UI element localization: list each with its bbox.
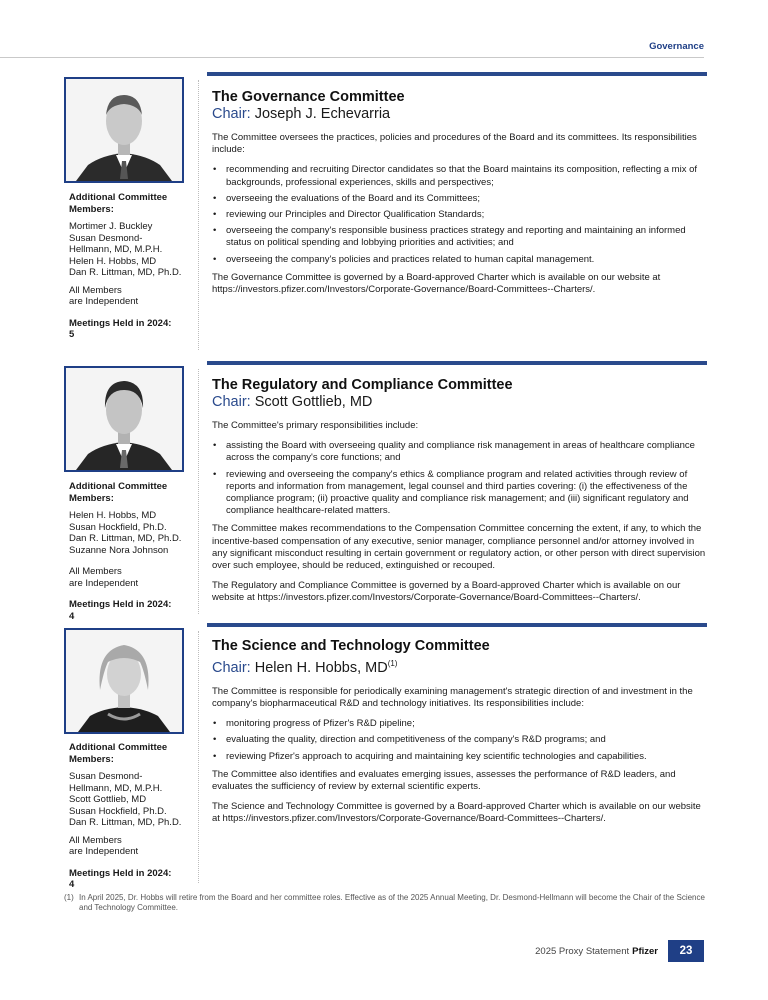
committee-chair [212, 655, 707, 677]
member-name: Mortimer J. Buckley [69, 221, 153, 232]
member-name: Susan Desmond- [69, 232, 143, 244]
section-rule [207, 361, 707, 365]
chair-name: Scott Gottlieb, MD [254, 394, 373, 410]
member-name: Dan R. Littman, MD, Ph.D. [69, 817, 182, 828]
section-rule [207, 623, 707, 627]
member-name: Hellmann, MD, M.P.H. [69, 782, 163, 794]
column-divider [198, 369, 199, 614]
page-number: 23 [668, 940, 704, 962]
list-item: • overseeing the evaluations of the Board and its Committees; [212, 193, 707, 205]
members-list [69, 221, 189, 279]
list-item: • overseeing the company's responsible business practices strategy and reporting and maintaining an informed status on political spending and lobbying priorities and activities; and [212, 225, 707, 249]
document-label: 2025 Proxy Statement [535, 945, 630, 957]
meetings-info [69, 868, 189, 891]
members-label: Additional Committee Members: [69, 742, 168, 765]
compensation-paragraph: The Committee makes recommendations to the Compensation Committee concerning the extent, if any, to which the incentive-based compensation of any executive, senior manager, compliance personnel and/or attorney involved in any significant misconduct resulting in certain government or regulatory action, or other person with direct supervision over such employee, should be reduced, extinguished or recouped. [212, 523, 706, 572]
member-name: Helen H. Hobbs, MD [69, 510, 157, 521]
member-name: Helen H. Hobbs, MD [69, 255, 157, 267]
emerging-issues-paragraph: The Committee also identifies and evaluates emerging issues, assesses the performance of R&D leaders, and evaluates the sufficiency of review by external scientific experts. [212, 768, 676, 793]
meetings-count: 5 [69, 329, 75, 340]
independence-line: All Members [69, 284, 122, 296]
committee-title: The Governance Committee [212, 89, 405, 105]
section-rule [207, 72, 707, 76]
list-item: • assisting the Board with overseeing quality and compliance risk management in areas of healthcare compliance across the company's core functions; and [212, 440, 707, 464]
member-name: Susan Hockfield, Ph.D. [69, 805, 167, 817]
members-label: Additional Committee Members: [69, 192, 168, 215]
page-footer [535, 940, 704, 962]
footnote-marker: (1) [64, 893, 74, 902]
independence-line: are Independent [69, 846, 139, 857]
column-divider [198, 80, 199, 350]
list-item: • reviewing Pfizer's approach to acquiring and maintaining key scientific technologies and capabilities. [212, 751, 707, 763]
members-list [69, 510, 189, 556]
charter-paragraph: The Governance Committee is governed by a Board-approved Charter which is available on our website at https://investors.pfizer.com/Investors/Corporate-Governance/Board-Committees--Charters/. [212, 271, 661, 296]
independence-line: All Members [69, 834, 122, 846]
footnote [64, 893, 707, 912]
section-label: Governance [649, 41, 704, 52]
meetings-label: Meetings Held in 2024: [69, 599, 172, 610]
list-item: • overseeing the company's policies and practices related to human capital management. [212, 254, 707, 266]
members-list [69, 771, 189, 829]
members-label: Additional Committee Members: [69, 481, 168, 504]
list-item: • monitoring progress of Pfizer's R&D pipeline; [212, 718, 707, 730]
meetings-count: 4 [69, 610, 75, 622]
member-name: Dan R. Littman, MD, Ph.D. [69, 267, 182, 278]
column-divider [198, 631, 199, 883]
responsibilities-list [212, 440, 707, 517]
committee-sidebar [69, 742, 189, 897]
member-name: Susan Hockfield, Ph.D. [69, 521, 167, 533]
committee-chair [212, 106, 707, 123]
list-item: • recommending and recruiting Director candidates so that the Board maintains its composition, reflecting a mix of backgrounds, professional experiences, skills and perspectives; [212, 164, 707, 188]
list-item: • reviewing our Principles and Director Qualification Standards; [212, 209, 707, 221]
portrait-photo [64, 77, 184, 183]
header-rule [0, 57, 704, 58]
footnote-text: In April 2025, Dr. Hobbs will retire from the Board and her committee roles. Effective as of the 2025 Annual Meeting, Dr. Desmond-Hellmann will become the Chair of the Science and Technology Committee. [79, 893, 705, 912]
committee-sidebar [69, 481, 189, 628]
intro-paragraph: The Committee oversees the practices, policies and procedures of the Board and its committees. Its responsibilities include: [212, 132, 697, 156]
meetings-label: Meetings Held in 2024: [69, 317, 172, 329]
portrait-photo [64, 628, 184, 734]
committee-body [212, 89, 707, 304]
chair-label: Chair: [212, 659, 251, 676]
brand-name: Pfizer [632, 945, 658, 957]
member-name: Hellmann, MD, M.P.H. [69, 244, 163, 255]
independence-line: All Members [69, 566, 122, 577]
independence-line: are Independent [69, 296, 139, 307]
committee-sidebar [69, 192, 189, 347]
committee-chair [212, 394, 707, 411]
chair-name: Joseph J. Echevarria [254, 106, 391, 122]
list-item: • evaluating the quality, direction and competitiveness of the company's R&D programs; and [212, 734, 707, 746]
intro-paragraph: The Committee's primary responsibilities include: [212, 420, 419, 431]
list-item: • reviewing and overseeing the company's ethics & compliance program and related activities through review of reports and information from management, legal counsel and third parties covering: (i) the effectiveness of the compliance program; (ii) proactive quality and compliance risk management; and (iii) significant regulatory and compliance healthcare-related matters. [212, 469, 707, 518]
footnote-ref: (1) [387, 659, 398, 668]
chair-label: Chair: [212, 106, 251, 122]
committee-body [212, 638, 707, 834]
member-name: Susan Desmond- [69, 771, 143, 782]
member-name: Scott Gottlieb, MD [69, 794, 147, 805]
intro-paragraph: The Committee is responsible for periodically examining management's strategic direction of and investment in the company's biopharmaceutical R&D and technology initiatives. Its responsibilities include: [212, 685, 693, 710]
independence-note [69, 285, 189, 308]
meetings-info [69, 318, 189, 341]
meetings-label: Meetings Held in 2024: [69, 867, 172, 879]
charter-paragraph: The Science and Technology Committee is governed by a Board-approved Charter which is available on our website at https://investors.pfizer.com/Investors/Corporate-Governance/Board-Committees--Charters/. [212, 801, 701, 825]
independence-line: are Independent [69, 577, 139, 589]
member-name: Suzanne Nora Johnson [69, 544, 169, 556]
chair-name: Helen H. Hobbs, MD [254, 659, 388, 676]
committee-title: The Regulatory and Compliance Committee [212, 377, 513, 393]
chair-label: Chair: [212, 394, 251, 410]
responsibilities-list [212, 164, 707, 265]
charter-paragraph: The Regulatory and Compliance Committee is governed by a Board-approved Charter which is available on our website at https://investors.pfizer.com/Investors/Corporate-Governance/Board-Committees--Charters/. [212, 580, 681, 604]
committee-title: The Science and Technology Committee [212, 638, 490, 654]
meetings-count: 4 [69, 879, 75, 890]
independence-note [69, 835, 189, 858]
responsibilities-list [212, 718, 707, 763]
meetings-info [69, 599, 189, 622]
committee-body [212, 377, 707, 613]
portrait-photo [64, 366, 184, 472]
member-name: Dan R. Littman, MD, Ph.D. [69, 533, 182, 544]
independence-note [69, 566, 189, 589]
